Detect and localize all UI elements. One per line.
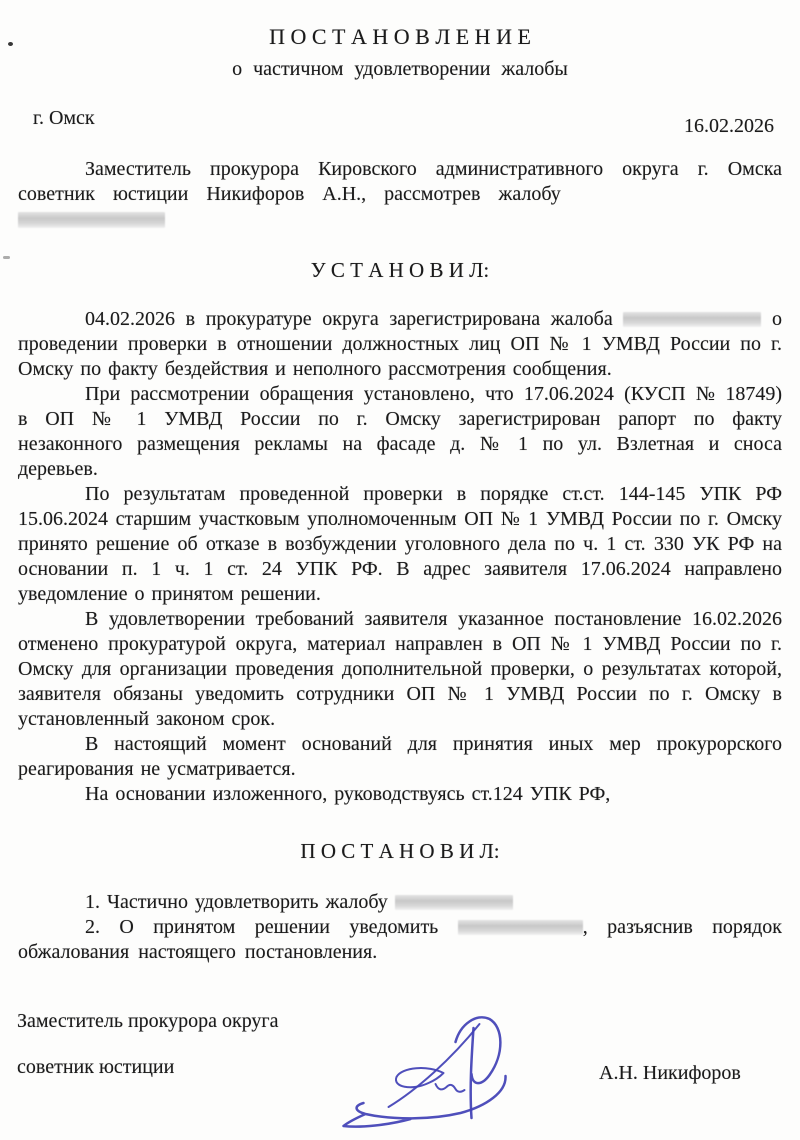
redaction-box <box>458 920 583 935</box>
scan-artifact <box>8 42 13 46</box>
place-date-row <box>18 107 782 137</box>
resolved-heading: П О С Т А Н О В И Л: <box>300 839 500 863</box>
signer-name: А.Н. Никифоров <box>599 1062 741 1084</box>
paragraph-3: По результатам проведенной проверки в порядке ст.ст. 144-145 УПК РФ 15.06.2024 старшим участковым уполномоченным ОП № 1 УМВД России по г. Омску принято решение об отказе в возбуждении уголовного дела по ч. 1 ст. 330 УК РФ на основании п. 1 ч. 1 ст. 24 УПК РФ. В адрес заявителя 17.06.2024 направлено уведомление о принятом решении. <box>18 483 782 605</box>
signature-ink <box>336 1010 541 1135</box>
date-label: 16.02.2026 <box>684 115 774 137</box>
intro-paragraph <box>18 157 782 207</box>
paragraph-1 <box>18 307 782 382</box>
scan-artifact <box>3 256 10 259</box>
resolution-item-1 <box>18 890 782 915</box>
paragraph-2: При рассмотрении обращения установлено, что 17.06.2024 (КУСП № 18749) в ОП № 1 УМВД России по г. Омску зарегистрирован рапорт по факту незаконного размещения рекламы на фасаде д. № 1 по ул. Взлетная и сноса деревьев. <box>18 383 782 480</box>
paragraph-6: На основании изложенного, руководствуясь ст.124 УПК РФ, <box>85 783 611 805</box>
signer-rank: советник юстиции <box>17 1056 175 1078</box>
intro-text: Заместитель прокурора Кировского административного округа г. Омска советник юстиции Никифоров А.Н., рассмотрев жалобу <box>18 158 782 205</box>
document-subtitle: о частичном удовлетворении жалобы <box>232 58 568 80</box>
paragraph-1-text: 04.02.2026 в прокуратуре округа зарегистрирована жалоба <box>85 308 613 330</box>
place-label: г. Омск <box>33 107 95 129</box>
redaction-box <box>395 895 513 910</box>
resolution-item-2 <box>18 915 782 965</box>
resolution-item-2-text: 2. О принятом решении уведомить <box>85 916 439 938</box>
resolution-item-2-text-cont: , разъяснив порядок обжалования настоящего постановления. <box>18 916 783 963</box>
redaction-box <box>18 212 165 228</box>
redaction-box <box>623 312 761 327</box>
established-heading: У С Т А Н О В И Л: <box>310 258 490 282</box>
paragraph-5: В настоящий момент оснований для принятия иных мер прокурорского реагирования не усматривается. <box>18 733 782 780</box>
resolution-item-1-text: 1. Частично удовлетворить жалобу <box>85 891 388 913</box>
paragraph-4: В удовлетворении требований заявителя указанное постановление 16.02.2026 отменено прокуратурой округа, материал направлен в ОП № 1 УМВД России по г. Омску для организации проведения дополнительной проверки, о результатах которой, заявителя обязаны уведомить сотрудники ОП № 1 УМВД России по г. Омску в установленный законом срок. <box>18 608 782 730</box>
signer-position: Заместитель прокурора округа <box>17 1010 279 1032</box>
paragraph-1-text-cont: о проведении проверки в отношении должностных лиц ОП № 1 УМВД России по г. Омску по факту бездействия и неполного рассмотрения сообщения. <box>18 308 783 380</box>
document-title: П О С Т А Н О В Л Е Н И Е <box>269 24 531 49</box>
signature-block <box>0 998 800 1140</box>
